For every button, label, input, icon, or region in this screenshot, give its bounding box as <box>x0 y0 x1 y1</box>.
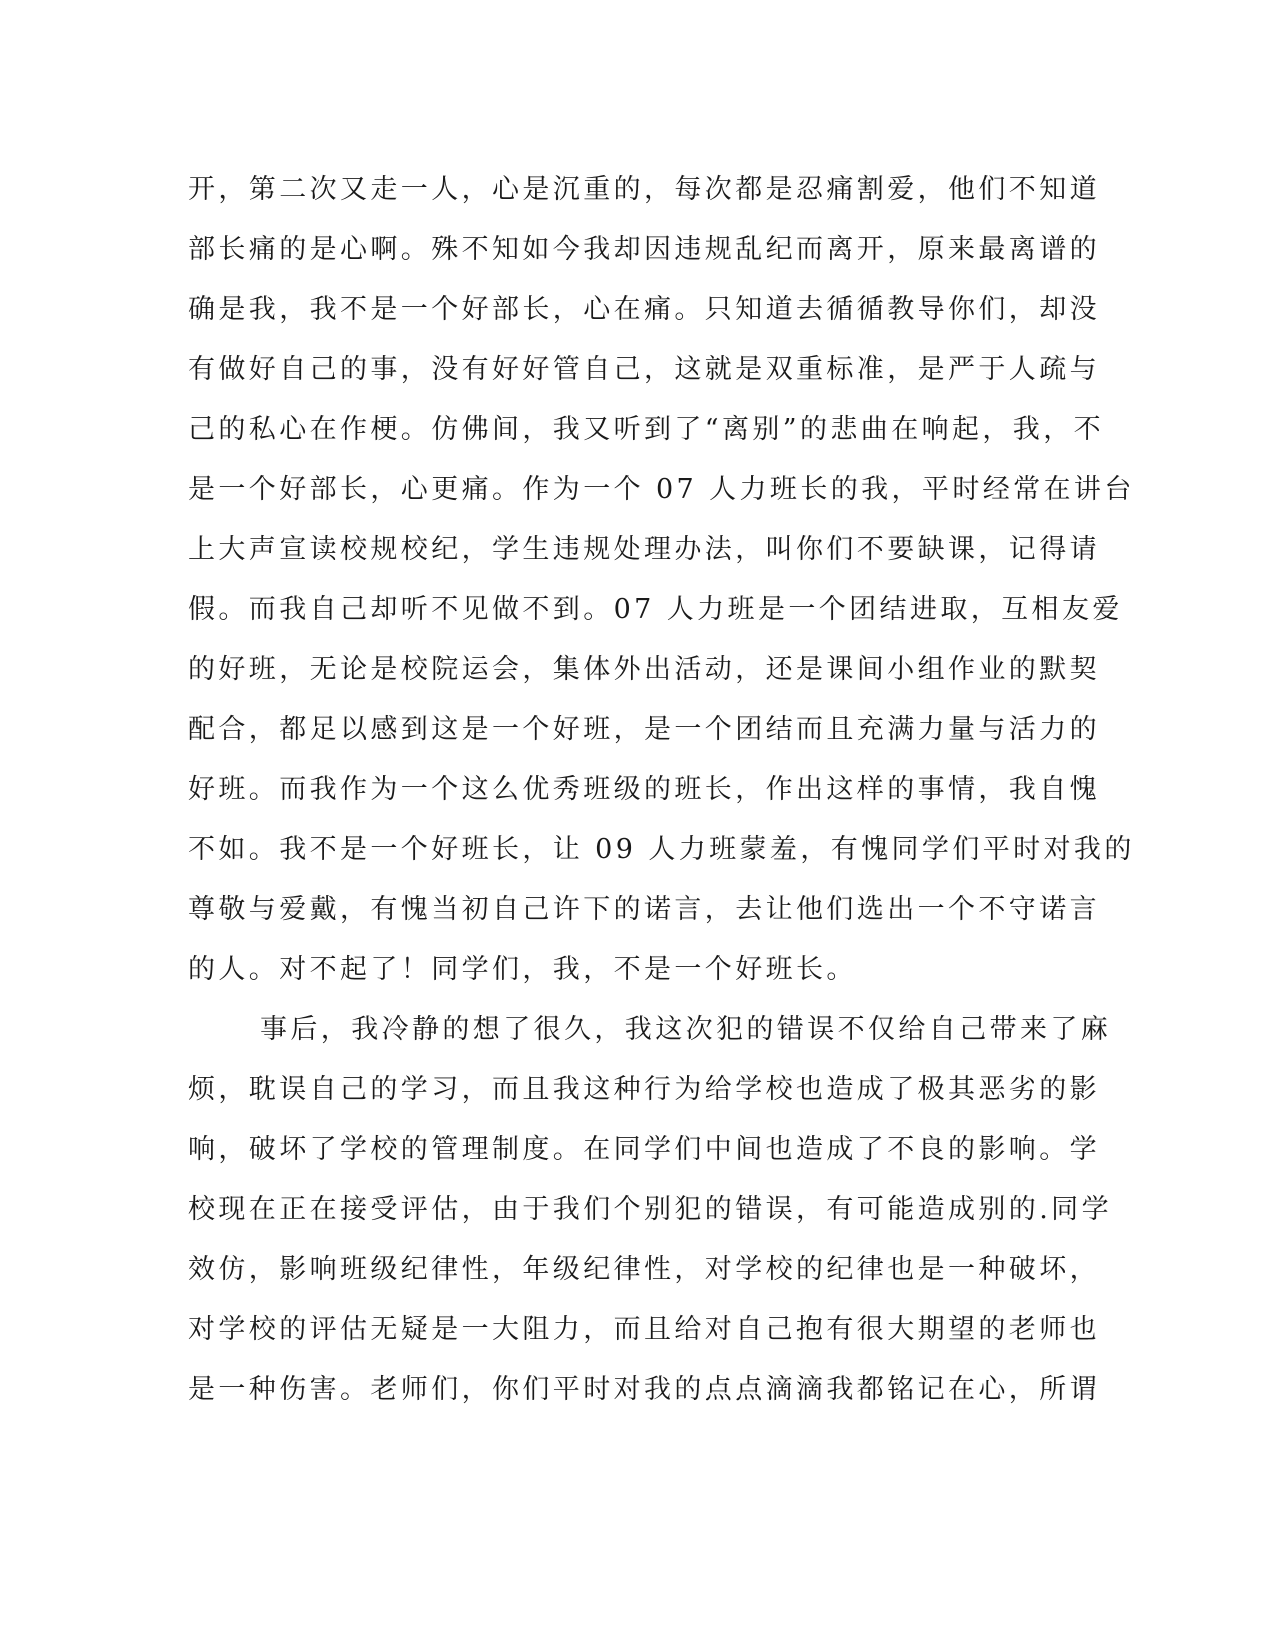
text-line: 校现在正在接受评估，由于我们个别犯的错误，有可能造成别的.同学 <box>188 1194 1112 1225</box>
text-line: 不如。我不是一个好班长，让 09 人力班蒙羞，有愧同学们平时对我的 <box>188 834 1135 865</box>
text-line: 己的私心在作梗。仿佛间，我又听到了“离别”的悲曲在响起，我，不 <box>188 414 1105 445</box>
text-line: 烦，耽误自己的学习，而且我这种行为给学校也造成了极其恶劣的影 <box>188 1074 1100 1105</box>
text-line: 是一个好部长，心更痛。作为一个 07 人力班长的我，平时经常在讲台 <box>188 474 1135 505</box>
paragraph-start-line: 事后，我冷静的想了很久，我这次犯的错误不仅给自己带来了麻 <box>260 1014 1112 1045</box>
text-line: 效仿，影响班级纪律性，年级纪律性，对学校的纪律也是一种破坏， <box>188 1254 1100 1285</box>
text-line: 尊敬与爱戴，有愧当初自己许下的诺言，去让他们选出一个不守诺言 <box>188 894 1100 925</box>
text-line: 上大声宣读校规校纪，学生违规处理办法，叫你们不要缺课，记得请 <box>188 534 1100 565</box>
text-line: 的好班，无论是校院运会，集体外出活动，还是课间小组作业的默契 <box>188 654 1100 685</box>
text-line: 是一种伤害。老师们，你们平时对我的点点滴滴我都铭记在心，所谓 <box>188 1374 1100 1405</box>
text-line: 确是我，我不是一个好部长，心在痛。只知道去循循教导你们，却没 <box>188 294 1100 325</box>
text-line: 假。而我自己却听不见做不到。07 人力班是一个团结进取，互相友爱 <box>188 594 1123 625</box>
text-line: 开，第二次又走一人，心是沉重的，每次都是忍痛割爱，他们不知道 <box>188 174 1100 205</box>
text-line: 对学校的评估无疑是一大阻力，而且给对自己抱有很大期望的老师也 <box>188 1314 1100 1345</box>
body-text <box>188 160 1135 1420</box>
text-line: 响，破坏了学校的管理制度。在同学们中间也造成了不良的影响。学 <box>188 1134 1100 1165</box>
text-line: 好班。而我作为一个这么优秀班级的班长，作出这样的事情，我自愧 <box>188 774 1100 805</box>
text-line: 配合，都足以感到这是一个好班，是一个团结而且充满力量与活力的 <box>188 714 1100 745</box>
text-line: 部长痛的是心啊。殊不知如今我却因违规乱纪而离开，原来最离谱的 <box>188 234 1100 265</box>
text-line: 的人。对不起了！同学们，我，不是一个好班长。 <box>188 954 857 985</box>
text-line: 有做好自己的事，没有好好管自己，这就是双重标准，是严于人疏与 <box>188 354 1100 385</box>
